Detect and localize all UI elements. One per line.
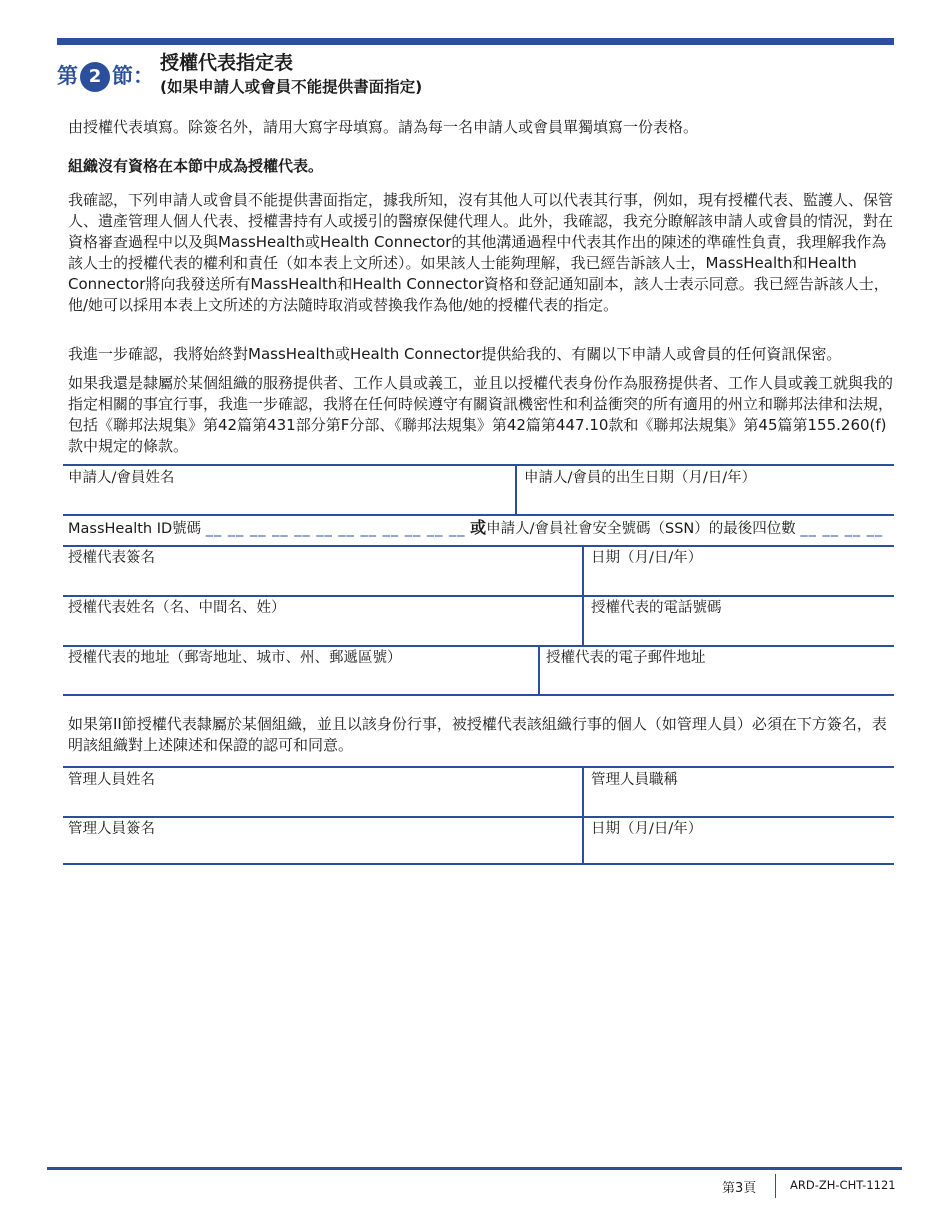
confirmation-paragraph-3: 如果我還是隸屬於某個組織的服務提供者、工作人員或義工，並且以授權代表身份作為服務提供者、工作人員或義工就與我的指定相關的事宜行事，我進一步確認，我將在任何時候遵守有關資訊機密性和利益衝突的所有適用的州立和聯邦法律和法規，包括《聯邦法規集》第42篇第431部分第F分部、《聯邦法規集》第42篇第447.10款和《聯邦法規集》第45篇第155.260(f)款中規定的條款。 xyxy=(68,374,894,455)
rep-sign-date-field[interactable]: 日期（月/日/年） xyxy=(591,550,703,566)
field-divider xyxy=(582,766,584,863)
rep-name-field[interactable]: 授權代表姓名（名、中間名、姓） xyxy=(68,600,286,616)
form-rule xyxy=(63,694,894,696)
section-number-badge: 2 xyxy=(80,62,110,92)
section-title: 授權代表指定表 xyxy=(160,52,294,74)
section-label xyxy=(57,60,154,92)
section-label-post: 節： xyxy=(112,64,154,88)
admin-signature-field[interactable]: 管理人員簽名 xyxy=(68,821,155,837)
form-code: ARD-ZH-CHT-1121 xyxy=(790,1178,896,1192)
confirmation-paragraph-2: 我進一步確認，我將始終對MassHealth或Health Connector提供給我的、有關以下申請人或會員的任何資訊保密。 xyxy=(68,345,842,363)
form-rule xyxy=(63,545,894,547)
admin-title-field[interactable]: 管理人員職稱 xyxy=(591,772,678,788)
admin-date-field[interactable]: 日期（月/日/年） xyxy=(591,821,703,837)
field-divider xyxy=(515,464,517,514)
rep-signature-field[interactable]: 授權代表簽名 xyxy=(68,550,155,566)
or-label: 或 xyxy=(470,518,487,537)
id-row xyxy=(68,515,883,538)
top-rule xyxy=(57,38,894,45)
field-divider xyxy=(582,595,584,645)
admin-name-field[interactable]: 管理人員姓名 xyxy=(68,772,155,788)
instructions-text: 由授權代表填寫。除簽名外，請用大寫字母填寫。請為每一名申請人或會員單獨填寫一份表格。 xyxy=(68,118,699,136)
section-subtitle: (如果申請人或會員不能提供書面指定) xyxy=(160,78,423,96)
form-rule xyxy=(63,766,894,768)
footer-divider xyxy=(775,1174,776,1198)
ssn-input[interactable]: __ __ __ __ xyxy=(800,521,884,537)
rep-address-field[interactable]: 授權代表的地址（郵寄地址、城市、州、郵遞區號） xyxy=(68,650,402,666)
footer-rule xyxy=(47,1167,902,1170)
masshealth-id-input[interactable]: __ __ __ __ __ __ __ __ __ __ __ __ xyxy=(205,521,466,537)
section-label-pre: 第 xyxy=(57,64,78,88)
confirmation-paragraph-1: 我確認，下列申請人或會員不能提供書面指定，據我所知，沒有其他人可以代表其行事，例如，現有授權代表、監護人、保管人、遺產管理人個人代表、授權書持有人或援引的醫療保健代理人。此外，我確認，我充分瞭解該申請人或會員的情況，對在資格審查過程中以及與MassHealth或Health Connector的其他溝通過程中代表其作出的陳述的準確性負責，我理解我作為該人士的授權代表的權利和責任（如本表上文所述）。如果該人士能夠理解，我已經告訴該人士，MassHealth和Health Connector將向我發送所有MassHealth和Health Connector資格和登記通知副本，該人士表示同意。我已經告訴該人士，他/她可以採用本表上文所述的方法隨時取消或替換我作為他/她的授權代表的指定。 xyxy=(68,191,894,314)
org-notice: 組織沒有資格在本節中成為授權代表。 xyxy=(68,157,324,175)
form-rule xyxy=(63,816,894,818)
org-intro-paragraph: 如果第II節授權代表隸屬於某個組織，並且以該身份行事，被授權代表該組織行事的個人（如管理人員）必須在下方簽名，表明該組織對上述陳述和保證的認可和同意。 xyxy=(68,715,887,754)
rep-email-field[interactable]: 授權代表的電子郵件地址 xyxy=(546,650,706,666)
form-rule xyxy=(63,863,894,865)
applicant-name-field[interactable]: 申請人/會員姓名 xyxy=(68,470,175,486)
form-rule xyxy=(63,464,894,466)
field-divider xyxy=(582,545,584,595)
masshealth-id-label: MassHealth ID號碼 xyxy=(68,521,202,537)
rep-phone-field[interactable]: 授權代表的電話號碼 xyxy=(591,600,722,616)
ssn-label: 申請人/會員社會安全號碼（SSN）的最後四位數 xyxy=(486,521,796,537)
page-number: 第3頁 xyxy=(722,1181,757,1196)
field-divider xyxy=(538,645,540,695)
applicant-dob-field[interactable]: 申請人/會員的出生日期（月/日/年） xyxy=(524,470,757,486)
